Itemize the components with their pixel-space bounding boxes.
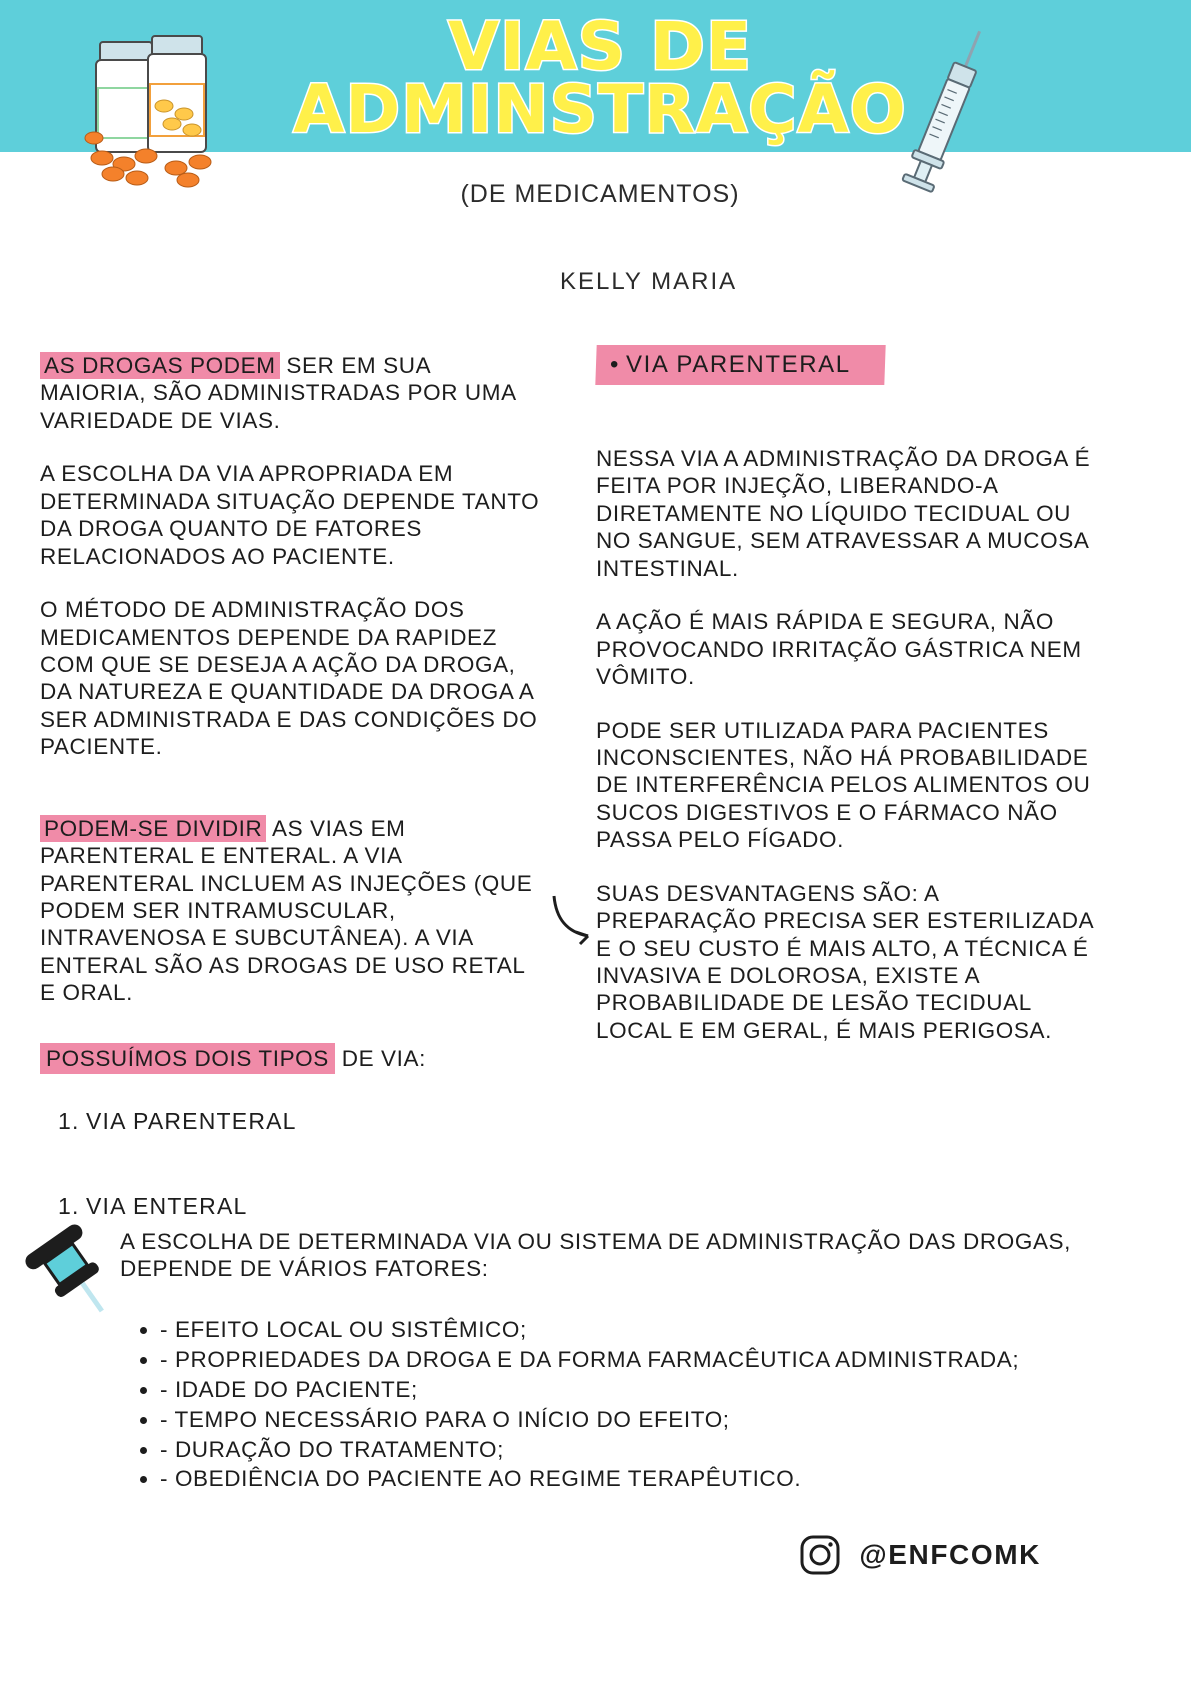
title-line-2: ADMINSTRAÇÃO bbox=[293, 70, 907, 148]
list-item-number: 1. bbox=[58, 1108, 80, 1134]
banner-label: VIA PARENTERAL bbox=[626, 351, 851, 378]
list-item bbox=[40, 1108, 540, 1135]
paragraph-1-rest: SER EM SUA MAIORIA, SÃO ADMINISTRADAS POR UMA VARIEDADE DE VIAS. bbox=[40, 353, 516, 433]
highlight-as-drogas-podem: AS DROGAS PODEM bbox=[40, 352, 280, 379]
left-column bbox=[40, 352, 540, 1100]
section-banner-via-parenteral bbox=[595, 345, 885, 385]
list-item: • - IDADE DO PACIENTE; bbox=[160, 1376, 1120, 1404]
social-handle: @ENFCOMK bbox=[859, 1539, 1041, 1570]
highlight-podem-se-dividir: PODEM-SE DIVIDIR bbox=[40, 815, 266, 842]
instagram-icon[interactable] bbox=[799, 1534, 841, 1576]
title-line-1: VIAS DE bbox=[447, 8, 753, 85]
list-item: • - EFEITO LOCAL OU SISTÊMICO; bbox=[160, 1316, 1120, 1344]
paragraph-4 bbox=[40, 815, 540, 1007]
right-column bbox=[596, 345, 1104, 1070]
banner-bullet: • bbox=[610, 351, 621, 378]
curved-arrow-icon bbox=[548, 892, 608, 952]
list-item: • - PROPRIEDADES DA DROGA E DA FORMA FARMACÊUTICA ADMINISTRADA; bbox=[160, 1346, 1120, 1374]
author-name: KELLY MARIA bbox=[560, 268, 738, 295]
paragraph-1 bbox=[40, 352, 540, 434]
paragraph-3: O MÉTODO DE ADMINISTRAÇÃO DOS MEDICAMENTOS DEPENDE DA RAPIDEZ COM QUE SE DESEJA A AÇÃO DA DROGA, DA NATUREZA E QUANTIDADE DA DROGA A SER ADMINISTRADA E DAS CONDIÇÕES DO PACIENTE. bbox=[40, 597, 538, 760]
factors-bullet-list bbox=[132, 1316, 1120, 1495]
list-item-label: VIA ENTERAL bbox=[86, 1193, 248, 1219]
highlight-possuimos-dois-tipos: POSSUÍMOS DOIS TIPOS bbox=[40, 1043, 335, 1074]
pill-bottles-icon bbox=[80, 18, 260, 198]
list-item-label: VIA PARENTERAL bbox=[86, 1108, 297, 1134]
footer bbox=[799, 1534, 1041, 1576]
right-paragraph-4: SUAS DESVANTAGENS SÃO: A PREPARAÇÃO PRECISA SER ESTERILIZADA E O SEU CUSTO É MAIS ALTO, A TÉCNICA É INVASIVA E DOLOROSA, EXISTE A PROBABILIDADE DE LESÃO TECIDUAL LOCAL E EM GERAL, É MAIS PERIGOSA. bbox=[596, 880, 1093, 1043]
right-paragraph-1: NESSA VIA A ADMINISTRAÇÃO DA DROGA É FEITA POR INJEÇÃO, LIBERANDO-A DIRETAMENTE NO LÍQUIDO TECIDUAL OU NO SANGUE, SEM ATRAVESSAR A MUCOSA INTESTINAL. bbox=[596, 446, 1091, 581]
list-item: • - DURAÇÃO DO TRATAMENTO; bbox=[160, 1436, 1120, 1464]
paragraph-4-rest: AS VIAS EM PARENTERAL E ENTERAL. A VIA PARENTERAL INCLUEM AS INJEÇÕES (QUE PODEM SER INTRAMUSCULAR, INTRAVENOSA E SUBCUTÂNEA). A VIA ENTERAL SÃO AS DROGAS DE USO RETAL E ORAL. bbox=[40, 815, 533, 1006]
list-item: • - TEMPO NECESSÁRIO PARA O INÍCIO DO EFEITO; bbox=[160, 1406, 1120, 1434]
list-item: • - OBEDIÊNCIA DO PACIENTE AO REGIME TERAPÊUTICO. bbox=[160, 1465, 1120, 1493]
right-paragraph-2: A AÇÃO É MAIS RÁPIDA E SEGURA, NÃO PROVOCANDO IRRITAÇÃO GÁSTRICA NEM VÔMITO. bbox=[596, 609, 1082, 690]
syringe-icon bbox=[870, 20, 1030, 200]
paragraph-5-rest: DE VIA: bbox=[334, 1045, 426, 1071]
bottom-intro-text: A ESCOLHA DE DETERMINADA VIA OU SISTEMA DE ADMINISTRAÇÃO DAS DROGAS, DEPENDE DE VÁRIOS FATORES: bbox=[120, 1229, 1072, 1282]
page-subtitle: (DE MEDICAMENTOS) bbox=[460, 180, 740, 208]
list-item-number: 1. bbox=[58, 1193, 80, 1219]
page-title bbox=[270, 8, 930, 148]
paragraph-2: A ESCOLHA DA VIA APROPRIADA EM DETERMINADA SITUAÇÃO DEPENDE TANTO DA DROGA QUANTO DE FATORES RELACIONADOS AO PACIENTE. bbox=[40, 461, 540, 569]
push-pin-icon bbox=[20, 1215, 130, 1325]
paragraph-5 bbox=[40, 1043, 540, 1074]
right-paragraph-3: PODE SER UTILIZADA PARA PACIENTES INCONSCIENTES, NÃO HÁ PROBABILIDADE DE INTERFERÊNCIA PELOS ALIMENTOS OU SUCOS DIGESTIVOS E O FÁRMACO NÃO PASSA PELO FÍGADO. bbox=[596, 717, 1091, 853]
